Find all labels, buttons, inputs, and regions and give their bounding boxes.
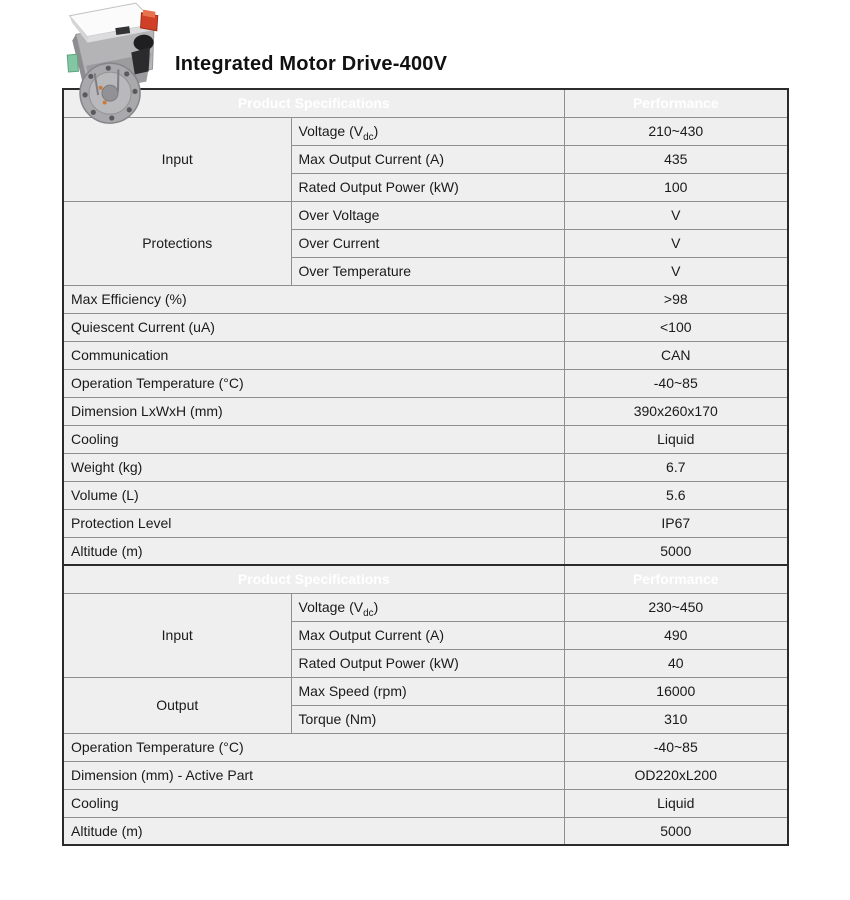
group-cell-protections: Protections: [63, 201, 291, 285]
group-cell-output: Output: [63, 677, 291, 733]
table-row: [63, 313, 788, 341]
label-text-end: ): [373, 123, 379, 139]
label-subscript: dc: [363, 607, 374, 619]
spec-label-cooling: Cooling: [63, 789, 564, 817]
table-row: [63, 369, 788, 397]
spec-label-operation-temperature: Operation Temperature (°C): [63, 733, 564, 761]
spec-label-operation-temperature: Operation Temperature (°C): [63, 369, 564, 397]
spec-value-operation-temperature: -40~85: [564, 369, 788, 397]
spec-value-dimension: 390x260x170: [564, 397, 788, 425]
spec-label-max-speed: Max Speed (rpm): [291, 677, 564, 705]
spec-tables: [62, 88, 787, 846]
spec-table-400v-drive: [62, 88, 789, 566]
table-row: [63, 397, 788, 425]
header-performance: Performance: [564, 89, 788, 117]
table-row: [63, 817, 788, 845]
spec-label-weight: Weight (kg): [63, 453, 564, 481]
spec-value-altitude: 5000: [564, 537, 788, 565]
spec-label-volume: Volume (L): [63, 481, 564, 509]
spec-label-max-output-current: Max Output Current (A): [291, 145, 564, 173]
label-text: Voltage (V: [298, 599, 364, 615]
page-title: Integrated Motor Drive-400V: [175, 53, 448, 75]
table-row: [63, 593, 788, 621]
spec-label-voltage: [291, 117, 564, 145]
table-row: [63, 509, 788, 537]
spec-table-motor: [62, 564, 789, 846]
spec-value-communication: CAN: [564, 341, 788, 369]
spec-label-altitude: Altitude (m): [63, 817, 564, 845]
spec-value-quiescent-current: <100: [564, 313, 788, 341]
spec-value-volume: 5.6: [564, 481, 788, 509]
spec-label-max-efficiency: Max Efficiency (%): [63, 285, 564, 313]
spec-value-operation-temperature: -40~85: [564, 733, 788, 761]
table-row: [63, 285, 788, 313]
spec-label-over-voltage: Over Voltage: [291, 201, 564, 229]
spec-label-quiescent-current: Quiescent Current (uA): [63, 313, 564, 341]
spec-value-altitude: 5000: [564, 817, 788, 845]
table-row: [63, 453, 788, 481]
spec-value-over-current: V: [564, 229, 788, 257]
table-row: [63, 201, 788, 229]
spec-label-rated-output-power: Rated Output Power (kW): [291, 649, 564, 677]
spec-value-voltage: 230~450: [564, 593, 788, 621]
spec-label-torque: Torque (Nm): [291, 705, 564, 733]
spec-value-dimension-active-part: OD220xL200: [564, 761, 788, 789]
spec-value-protection-level: IP67: [564, 509, 788, 537]
group-cell-input: Input: [63, 117, 291, 201]
table-row: [63, 481, 788, 509]
spec-label-rated-output-power: Rated Output Power (kW): [291, 173, 564, 201]
spec-value-over-temperature: V: [564, 257, 788, 285]
spec-label-dimension-active-part: Dimension (mm) - Active Part: [63, 761, 564, 789]
table-row: [63, 341, 788, 369]
spec-value-max-output-current: 435: [564, 145, 788, 173]
spec-value-cooling: Liquid: [564, 425, 788, 453]
spec-value-over-voltage: V: [564, 201, 788, 229]
table-row: [63, 677, 788, 705]
table-row: [63, 425, 788, 453]
spec-label-cooling: Cooling: [63, 425, 564, 453]
label-subscript: dc: [363, 131, 374, 143]
spec-value-rated-output-power: 40: [564, 649, 788, 677]
spec-value-weight: 6.7: [564, 453, 788, 481]
spec-value-max-efficiency: >98: [564, 285, 788, 313]
spec-value-cooling: Liquid: [564, 789, 788, 817]
product-photo: [44, 2, 178, 126]
table-header-row: [63, 565, 788, 593]
spec-value-max-output-current: 490: [564, 621, 788, 649]
spec-label-communication: Communication: [63, 341, 564, 369]
spec-label-over-current: Over Current: [291, 229, 564, 257]
table-row: [63, 733, 788, 761]
spec-value-torque: 310: [564, 705, 788, 733]
spec-label-max-output-current: Max Output Current (A): [291, 621, 564, 649]
spec-value-max-speed: 16000: [564, 677, 788, 705]
spec-label-altitude: Altitude (m): [63, 537, 564, 565]
spec-label-protection-level: Protection Level: [63, 509, 564, 537]
group-cell-input: Input: [63, 593, 291, 677]
photo-green-tab: [67, 54, 78, 72]
spec-label-over-temperature: Over Temperature: [291, 257, 564, 285]
label-text-end: ): [373, 599, 379, 615]
table-row: [63, 789, 788, 817]
table-row: [63, 537, 788, 565]
spec-label-voltage: [291, 593, 564, 621]
header-product-specifications: Product Specifications: [63, 89, 564, 117]
spec-value-rated-output-power: 100: [564, 173, 788, 201]
label-text: Voltage (V: [298, 123, 364, 139]
spec-value-voltage: 210~430: [564, 117, 788, 145]
header-product-specifications: Product Specifications: [63, 565, 564, 593]
spec-label-dimension: Dimension LxWxH (mm): [63, 397, 564, 425]
table-row: [63, 761, 788, 789]
header-performance: Performance: [564, 565, 788, 593]
